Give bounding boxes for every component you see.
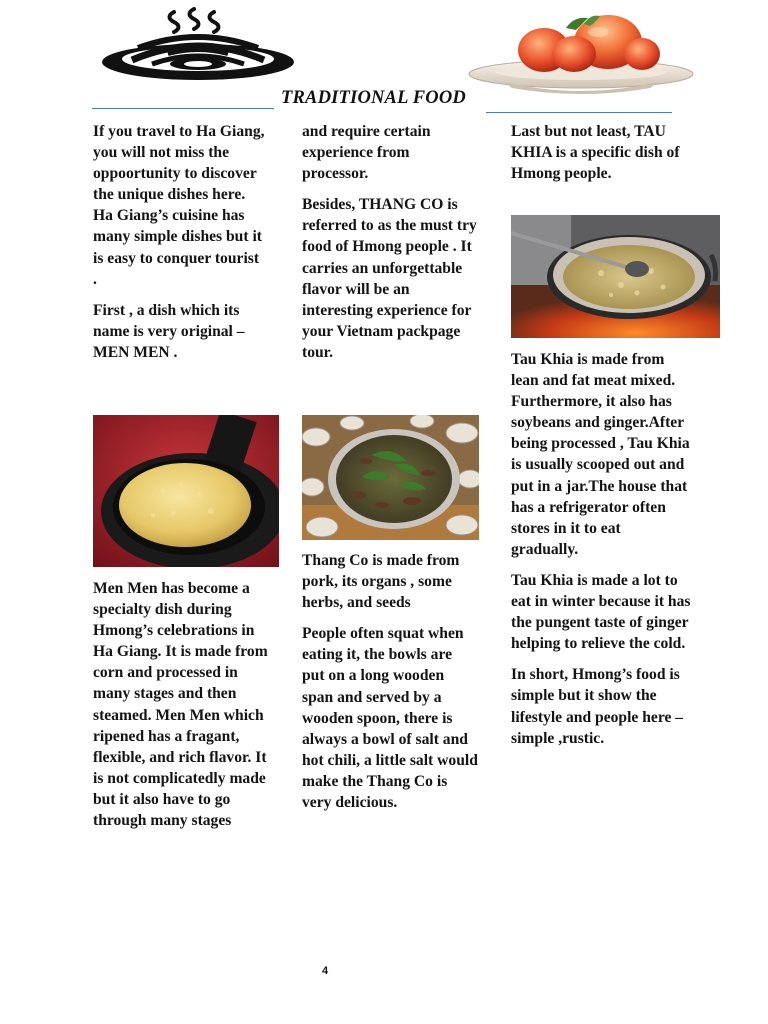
col3-paragraph-2: Tau Khia is made from lean and fat meat mixed. Furthermore, it also has soybeans and ginger.After being processed , Tau Khia is usually scooped out and put in a jar.The house that has a refrigerator often stores in it to eat gradually. xyxy=(511,351,690,558)
col2-paragraph-4: People often squat when eating it, the bowls are put on a long wooden span and served by a wooden spoon, there is always a bowl of salt and hot chili, a little salt would make the Thang Co is very delicious. xyxy=(302,625,478,812)
fruit-plate-photo xyxy=(466,10,696,96)
column-3-bottom xyxy=(511,349,691,759)
col2-paragraph-3: Thang Co is made from pork, its organs , some herbs, and seeds xyxy=(302,552,460,612)
col3-paragraph-3: Tau Khia is made a lot to eat in winter because it has the pungent taste of ginger helping to relieve the cold. xyxy=(511,571,691,653)
col1-paragraph-1: If you travel to Ha Giang, you will not miss the oppoortunity to discover the unique dishes here. Ha Giang’s cuisine has many simple dishes but it is easy to conquer tourist . xyxy=(93,123,265,288)
steaming-bowl-logo-icon xyxy=(98,4,298,86)
col1-paragraph-2: First , a dish which its name is very original – MEN MEN . xyxy=(93,301,245,361)
page-title: TRADITIONAL FOOD xyxy=(281,88,466,108)
col3-paragraph-4: In short, Hmong’s food is simple but it show the lifestyle and people here – simple ,rustic. xyxy=(511,666,684,747)
page-number: 4 xyxy=(321,965,329,977)
thang-co-photo xyxy=(302,415,479,540)
column-3-top xyxy=(511,121,691,194)
column-1-top xyxy=(93,121,265,373)
tau-khia-photo xyxy=(511,215,720,338)
men-men-photo xyxy=(93,415,279,567)
col2-paragraph-1: and require certain experience from processor. xyxy=(302,123,431,183)
title-rule-right xyxy=(486,112,672,113)
title-rule-left xyxy=(92,108,274,109)
column-2-top xyxy=(302,121,478,373)
column-2-bottom xyxy=(302,550,478,823)
col1-paragraph-3: Men Men has become a specialty dish during Hmong’s celebrations in Ha Giang. It is made from corn and processed in many stages and then steamed. Men Men which ripened has a fragant, flexible, and rich flavor. It is not complicatedly made but it also have to go through many stages xyxy=(93,580,268,830)
col2-paragraph-2: Besides, THANG CO is referred to as the must try food of Hmong people . It carries an unforgettable flavor will be an interesting experience for your Vietnam packpage tour. xyxy=(302,196,477,361)
column-1-bottom xyxy=(93,578,269,841)
col3-paragraph-1: Last but not least, TAU KHIA is a specific dish of Hmong people. xyxy=(511,123,680,183)
